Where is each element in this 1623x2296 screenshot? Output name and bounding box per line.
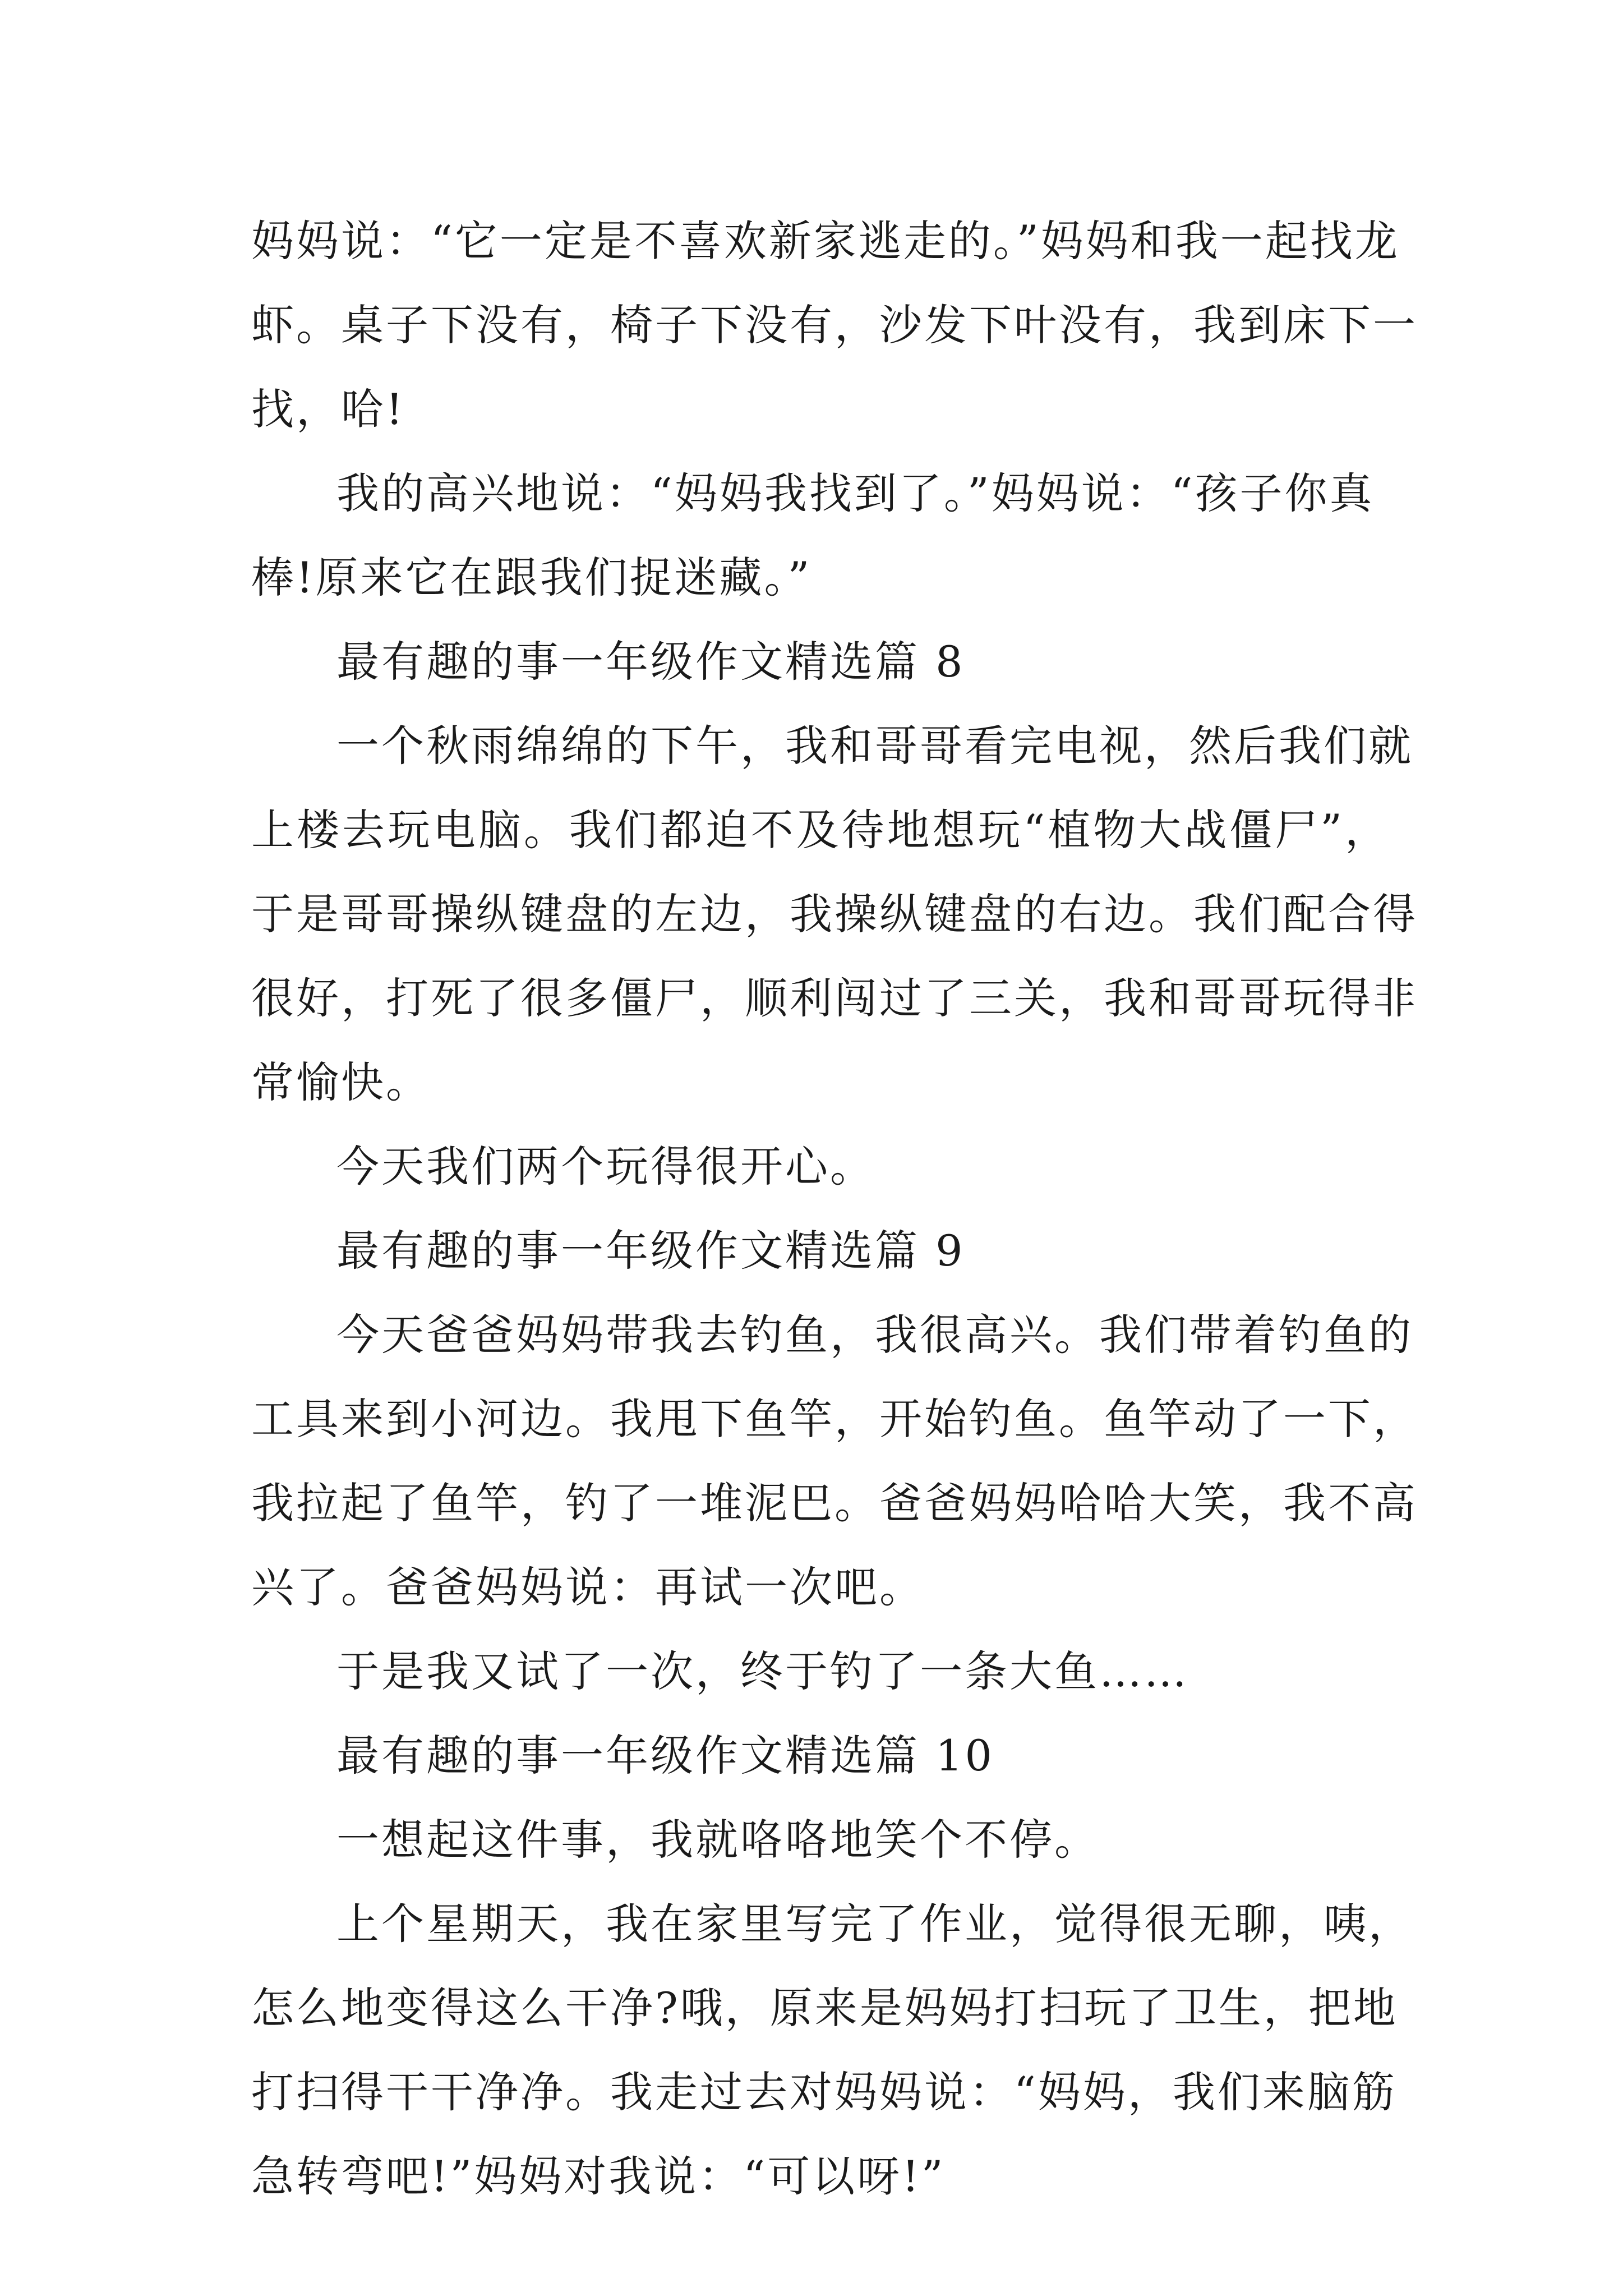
- text-line: 妈妈说：“它一定是不喜欢新家逃走的。”妈妈和我一起找龙: [251, 216, 1400, 266]
- text-line: 我拉起了鱼竿，钓了一堆泥巴。爸爸妈妈哈哈大笑，我不高: [251, 1478, 1418, 1528]
- section-heading: 最有趣的事一年级作文精选篇 10: [336, 1731, 994, 1780]
- text-line: 上个星期天，我在家里写完了作业，觉得很无聊，咦，: [336, 1899, 1413, 1949]
- text-line: 怎么地变得这么干净?哦，原来是妈妈打扫玩了卫生，把地: [251, 1983, 1398, 2033]
- text-line: 于是哥哥操纵键盘的左边，我操纵键盘的右边。我们配合得: [251, 889, 1418, 939]
- section-heading: 最有趣的事一年级作文精选篇 8: [336, 637, 965, 687]
- text-line: 今天我们两个玩得很开心。: [336, 1142, 875, 1191]
- section-heading: 最有趣的事一年级作文精选篇 9: [336, 1226, 965, 1276]
- text-line: 急转弯吧!”妈妈对我说：“可以呀!”: [251, 2151, 946, 2201]
- text-line: 我的高兴地说：“妈妈我找到了。”妈妈说：“孩子你真: [336, 468, 1375, 518]
- text-line: 棒!原来它在跟我们捉迷藏。”: [251, 553, 812, 602]
- text-line: 一个秋雨绵绵的下午，我和哥哥看完电视，然后我们就: [336, 721, 1413, 771]
- text-line: 常愉快。: [251, 1057, 431, 1107]
- text-line: 今天爸爸妈妈带我去钓鱼，我很高兴。我们带着钓鱼的: [336, 1310, 1413, 1360]
- text-line: 找，哈!: [251, 384, 405, 434]
- text-line: 上楼去玩电脑。我们都迫不及待地想玩“植物大战僵尸”，: [251, 805, 1390, 855]
- text-line: 打扫得干干净净。我走过去对妈妈说：“妈妈，我们来脑筋: [251, 2067, 1397, 2117]
- text-line: 很好，打死了很多僵尸，顺利闯过了三关，我和哥哥玩得非: [251, 973, 1418, 1023]
- text-line: 兴了。爸爸妈妈说：再试一次吧。: [251, 1562, 924, 1612]
- text-line: 于是我又试了一次，终于钓了一条大鱼……: [336, 1646, 1189, 1696]
- text-line: 虾。桌子下没有，椅子下没有，沙发下叶没有，我到床下一: [251, 300, 1418, 350]
- text-line: 一想起这件事，我就咯咯地笑个不停。: [336, 1815, 1099, 1865]
- text-line: 工具来到小河边。我甩下鱼竿，开始钓鱼。鱼竿动了一下，: [251, 1394, 1418, 1444]
